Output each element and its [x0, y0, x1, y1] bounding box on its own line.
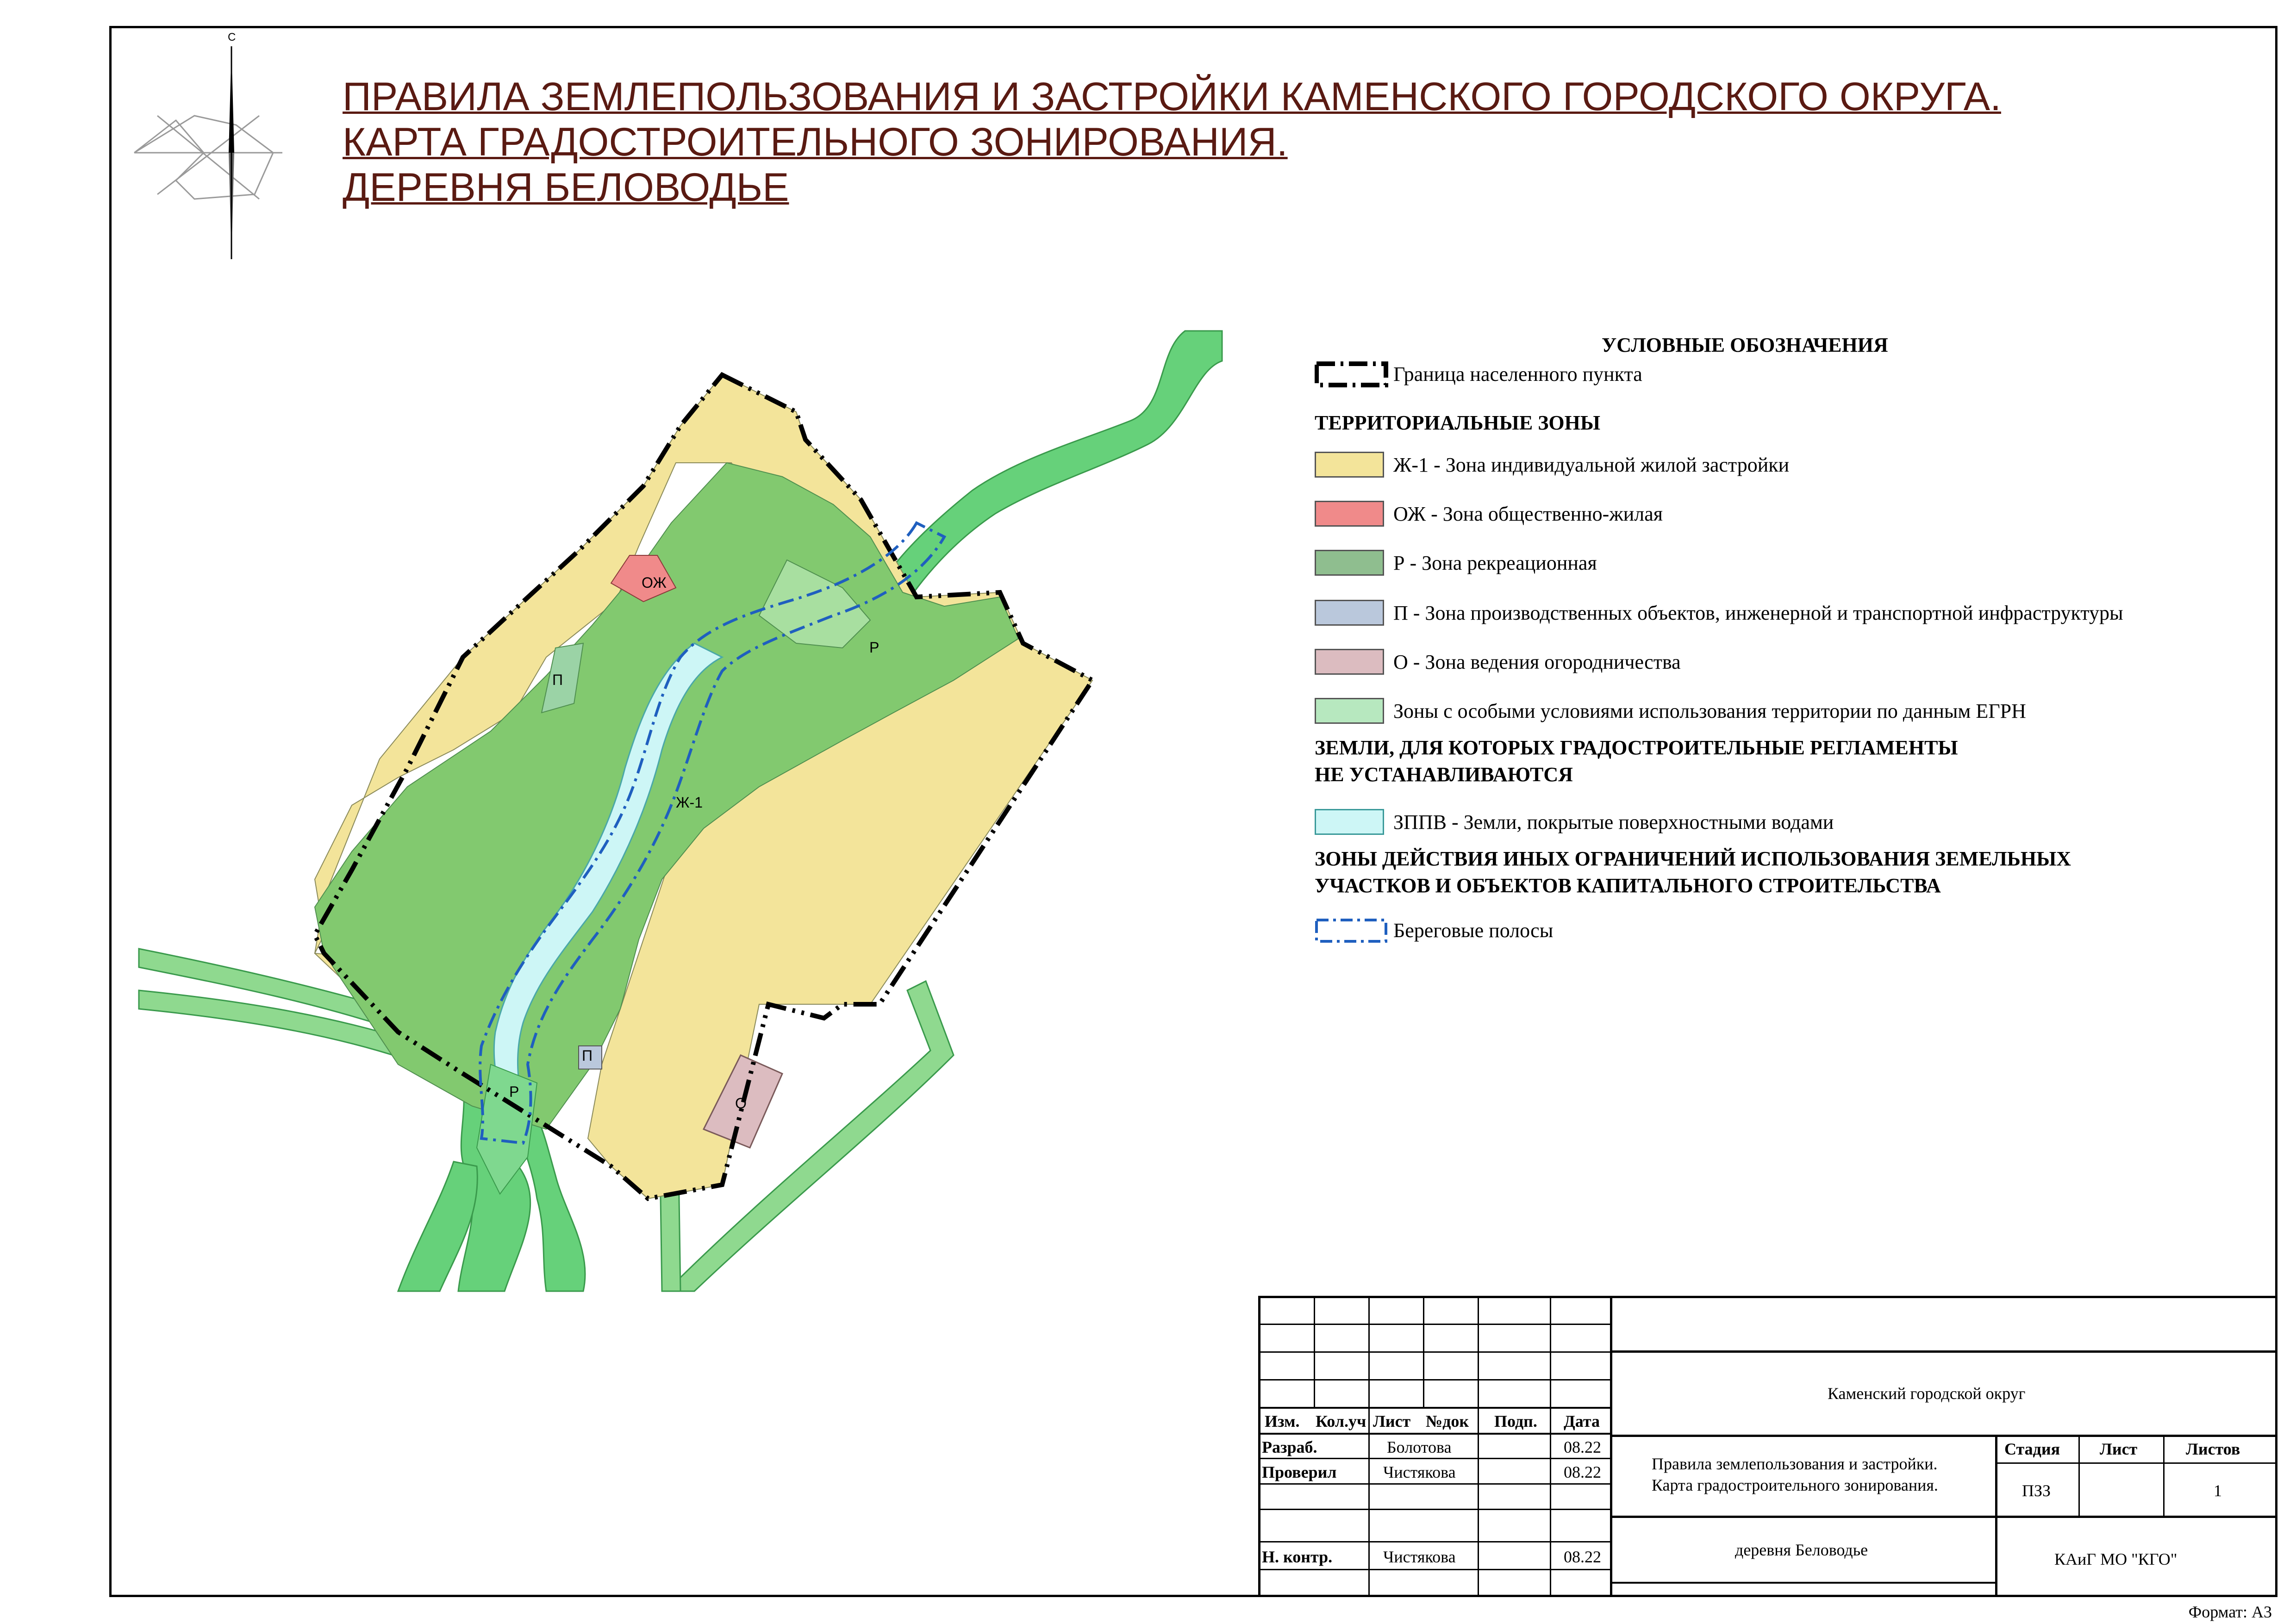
boundary-swatch [1315, 360, 1393, 388]
legend-zone-o [1315, 648, 1681, 676]
title-line-3: ДЕРЕВНЯ БЕЛОВОДЬЕ [343, 165, 789, 210]
org-name: КАиГ МО "КГО" [2054, 1550, 2177, 1568]
nkontr-date: 08.22 [1564, 1548, 1601, 1566]
label-zh1: Ж-1 [676, 794, 703, 811]
zone-swatch-zh1 [1315, 452, 1384, 478]
legend-zone-egrn [1315, 697, 2026, 725]
nkontr-name: Чистякова [1383, 1548, 1456, 1566]
label-r-2: Р [509, 1083, 519, 1100]
nkontr-label: Н. контр. [1262, 1548, 1333, 1566]
col-list: Лист [1373, 1412, 1411, 1430]
legend-zone-label: Зоны с особыми условиями использования территории по данным ЕГРН [1393, 699, 2026, 722]
legend-zone-oj [1315, 500, 1663, 528]
proveril-name: Чистякова [1383, 1463, 1456, 1481]
lists-head: Листов [2186, 1440, 2240, 1458]
legend-zone-label: Ж-1 - Зона индивидуальной жилой застройки [1393, 453, 1790, 476]
col-data: Дата [1564, 1412, 1600, 1430]
legend-boundary-label: Граница населенного пункта [1393, 362, 1642, 386]
zone-swatch-egrn [1315, 698, 1384, 724]
place-name: деревня Беловодье [1735, 1541, 1868, 1559]
label-oj: ОЖ [642, 574, 667, 591]
legend-zone-label: О - Зона ведения огородничества [1393, 650, 1681, 673]
legend-zone-r [1315, 549, 1597, 577]
legend-zone-label: ОЖ - Зона общественно-жилая [1393, 502, 1663, 525]
legend-territorial-heading: ТЕРРИТОРИАЛЬНЫЕ ЗОНЫ [1315, 411, 1601, 434]
title-line-1: ПРАВИЛА ЗЕМЛЕПОЛЬЗОВАНИЯ И ЗАСТРОЙКИ КАМЕНСКОГО ГОРОДСКОГО ОКРУГА. [343, 75, 2001, 119]
legend-noreg-heading-1: ЗЕМЛИ, ДЛЯ КОТОРЫХ ГРАДОСТРОИТЕЛЬНЫЕ РЕГЛАМЕНТЫ [1315, 736, 1958, 759]
doc-line-1: Правила землепользования и застройки. [1652, 1455, 1938, 1473]
legend-shore [1315, 916, 1553, 944]
doc-line-2: Карта градостроительного зонирования. [1652, 1476, 1938, 1494]
zone-swatch-o [1315, 649, 1384, 675]
razrab-name: Болотова [1387, 1438, 1452, 1456]
legend-shore-label: Береговые полосы [1393, 919, 1554, 942]
legend-restrict-heading-2: УЧАСТКОВ И ОБЪЕКТОВ КАПИТАЛЬНОГО СТРОИТЕЛЬСТВА [1315, 874, 1941, 897]
legend-water [1315, 808, 1834, 836]
legend-restrict-heading-1: ЗОНЫ ДЕЙСТВИЯ ИНЫХ ОГРАНИЧЕНИЙ ИСПОЛЬЗОВАНИЯ ЗЕМЕЛЬНЫХ [1315, 847, 2071, 870]
title-line-2: КАРТА ГРАДОСТРОИТЕЛЬНОГО ЗОНИРОВАНИЯ. [343, 120, 1288, 164]
label-p-2: П [582, 1047, 593, 1064]
legend-water-label: ЗППВ - Земли, покрытые поверхностными водами [1393, 810, 1834, 833]
label-p-1: П [552, 672, 563, 688]
proveril-label: Проверил [1262, 1463, 1337, 1481]
stage-val: ПЗЗ [2022, 1481, 2051, 1500]
label-r-1: Р [869, 639, 880, 656]
zoning-map [0, 0, 1250, 1305]
district-name: Каменский городской округ [1828, 1384, 2026, 1403]
north-label: С [228, 31, 236, 44]
zone-swatch-p [1315, 600, 1384, 626]
legend-zone-p [1315, 599, 2123, 627]
razrab-label: Разраб. [1262, 1438, 1317, 1456]
zone-swatch-r [1315, 550, 1384, 576]
legend-heading: УСЛОВНЫЕ ОБОЗНАЧЕНИЯ [1602, 334, 1888, 356]
title-block [1258, 1296, 2276, 1595]
list-head: Лист [2100, 1440, 2138, 1458]
label-o: О [735, 1095, 747, 1112]
format-label: Формат: А3 [2188, 1603, 2272, 1621]
zone-swatch-oj [1315, 501, 1384, 527]
col-podp: Подп. [1494, 1412, 1537, 1430]
col-ndok: №док [1426, 1412, 1469, 1430]
stage-head: Стадия [2004, 1440, 2060, 1458]
lists-val: 1 [2214, 1481, 2222, 1500]
legend-zone-label: Р - Зона рекреационная [1393, 551, 1597, 574]
legend-zone-zh1 [1315, 451, 1789, 479]
water-swatch [1315, 809, 1384, 835]
col-izm: Изм. [1265, 1412, 1300, 1430]
legend-zone-label: П - Зона производственных объектов, инженерной и транспортной инфраструктуры [1393, 601, 2123, 624]
proveril-date: 08.22 [1564, 1463, 1601, 1481]
col-kol: Кол.уч [1316, 1412, 1366, 1430]
legend-noreg-heading-2: НЕ УСТАНАВЛИВАЮТСЯ [1315, 763, 1573, 786]
razrab-date: 08.22 [1564, 1438, 1601, 1456]
shore-swatch [1315, 916, 1393, 944]
legend-boundary [1315, 360, 1642, 388]
